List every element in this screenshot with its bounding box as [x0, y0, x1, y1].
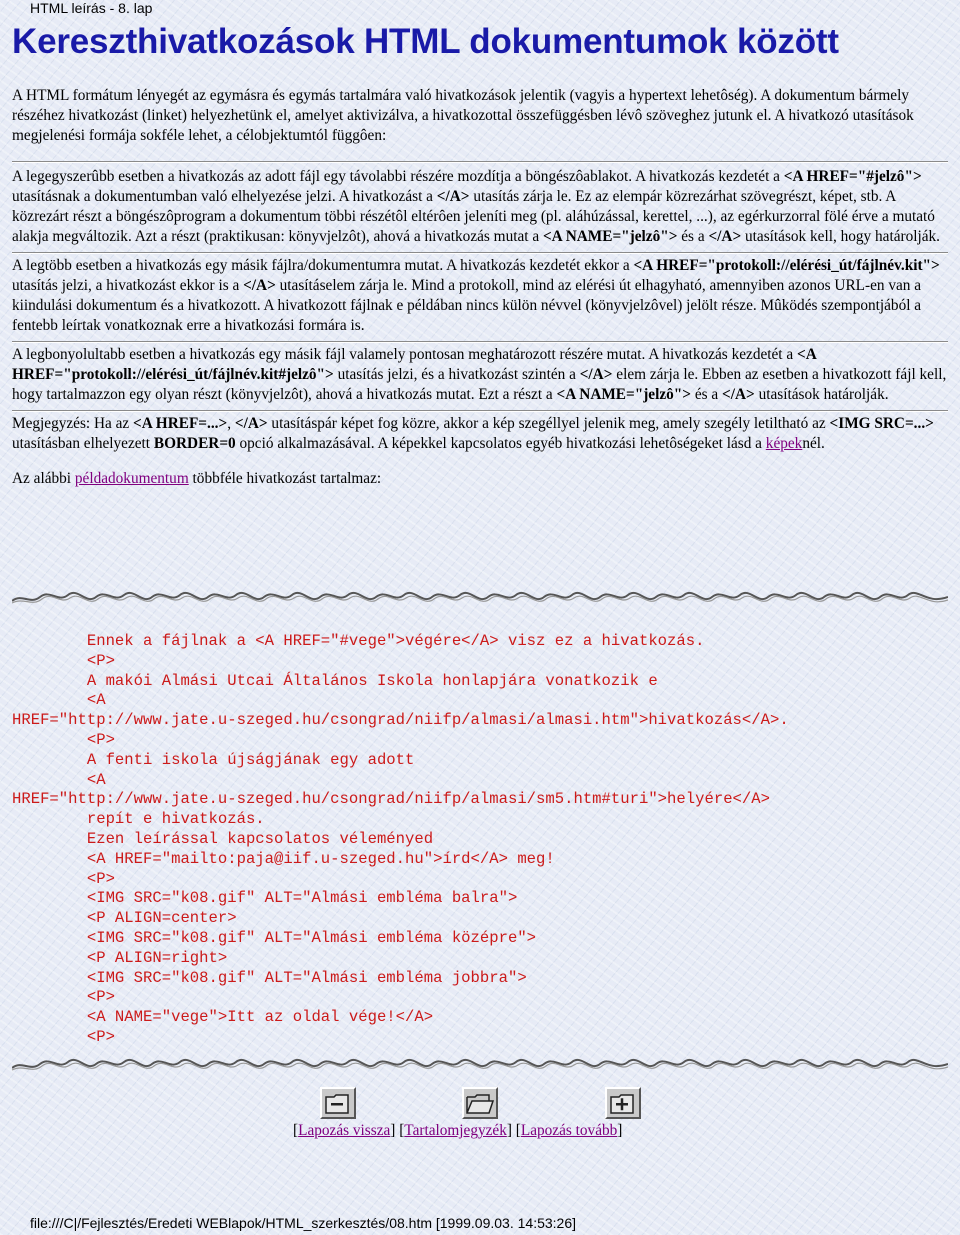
images-link[interactable]: képek [765, 435, 803, 452]
nav-back-link[interactable]: Lapozás vissza [298, 1122, 391, 1139]
nav-next-link[interactable]: Lapozás tovább [520, 1122, 618, 1139]
section-other-file: A legtöbb esetben a hivatkozás egy másik fájlra/dokumentumra mutat. A hivatkozás kezdetét ekkor a <A HREF="protokoll://elérési_út/fájlnév.kit"> utasítás jelzi, a hivatkozást ekkor is a </A> utasításelem zárja le. Mind a protokoll, mind az elérési út elhagyható, amennyiben azonos URL-en van a kiindulási dokumentum és a hivatkozott. A hivatkozott fájlnak e példában nincs külön névvel (könyvjelzôvel) jelölt része. Mûködés szempontjából a fentebb leírtak vonatkoznak erre a hivatkozási formára is. [12, 257, 940, 334]
pdf-page-header: HTML leírás - 8. lap [30, 0, 153, 16]
prev-page-button[interactable] [320, 1087, 356, 1119]
wavy-divider [12, 1056, 948, 1076]
article-body [12, 86, 948, 489]
section-other-file-anchor: A legbonyolultabb esetben a hivatkozás egy másik fájl valamely pontosan meghatározott részére mutat. A hivatkozás kezdetét a <A HREF="protokoll://elérési_út/fájlnév.kit#jelzô"> utasítás jelzi, és a hivatkozást szintén a </A> elem zárja le. Ebben az esetben a hivatkozott fájl kell, hogy tartalmazzon egy olyan részt (könyvjelzôt), ahová a hivatkozás mutat. Ezt a részt a <A NAME="jelzô"> és a </A> utasítások határolják. [12, 346, 947, 403]
file-path-footer: file:///C|/Fejlesztés/Eredeti WEBlapok/HTML_szerkesztés/08.htm [1999.09.03. 14:53:26] [30, 1215, 577, 1231]
nav-toc-link[interactable]: Tartalomjegyzék [404, 1122, 507, 1139]
note-paragraph: Megjegyzés: Ha az <A HREF=...>, </A> utasításpár képet fog közre, akkor a kép szegéllyel jelenik meg, amely szegély letiltható az <IMG SRC=...> utasításban elhelyezett BORDER=0 opció alkalmazásával. A képekkel kapcsolatos egyéb hivatkozási lehetôségeket lásd a képeknél. [12, 415, 934, 452]
example-code-block: Ennek a fájlnak a <A HREF="#vege">végére</A> visz ez a hivatkozás. <P> A makói Almási Utcai Általános Iskola honlapjára vonatkozik e <A HREF="http://www.jate.u-szeged.hu/csongrad/niifp/almasi/almasi.htm">hivatkozás</A>. <P> A fenti iskola újságjának egy adott <A HREF="http://www.jate.u-szeged.hu/csongrad/niifp/almasi/sm5.htm#turi">helyére</A> repít e hivatkozás. Ezen leírással kapcsolatos véleményed <A HREF="mailto:paja@iif.u-szeged.hu">írd</A> meg! <P> <IMG SRC="k08.gif" ALT="Almási embléma balra"> <P ALIGN=center> <IMG SRC="k08.gif" ALT="Almási embléma középre"> <P ALIGN=right> <IMG SRC="k08.gif" ALT="Almási embléma jobbra"> <P> <A NAME="vege">Itt az oldal vége!</A> <P> [12, 632, 789, 1046]
minus-folder-icon [322, 1089, 354, 1117]
next-page-button[interactable] [605, 1087, 641, 1119]
example-document-link[interactable]: példadokumentum [74, 470, 189, 487]
page-navigation: [Lapozás vissza] [Tartalomjegyzék] [Lapozás tovább] [293, 1122, 623, 1139]
example-intro: Az alábbi példadokumentum többféle hivatkozást tartalmaz: [12, 470, 382, 487]
table-of-contents-button[interactable] [462, 1087, 498, 1119]
intro-paragraph: A HTML formátum lényegét az egymásra és egymás tartalmára való hivatkozások jelentik (vagyis a hypertext lehetôség). A dokumentum bármely részéhez hivatkozást (linket) helyezhetünk el, amelyet aktivizálva, a hivatkozottal összefüggésben lévô szöveghez jutunk el. A hivatkozó utasítások megjelenési formája sokféle lehet, a célobjektumtól függôen: [12, 87, 914, 144]
plus-folder-icon [607, 1089, 639, 1117]
open-folder-icon [464, 1089, 496, 1117]
page-title: Kereszthivatkozások HTML dokumentumok között [12, 22, 839, 61]
section-same-file: A legegyszerûbb esetben a hivatkozás az adott fájl egy távolabbi részére mozdítja a böngészôablakot. A hivatkozás kezdetét a <A HREF="#jelzô"> utasításnak a dokumentumban való elhelyezése jelzi. A hivatkozást a </A> utasítás zárja le. Ez az elempár közrezárhat szövegrészt, képet, stb. A közrezárt részt a böngészôprogram a dokumentum többi részétôl eltérôen jeleníti meg (pl. aláhúzással, kerettel, ...), az egérkurzorral fölé érve a mutató alakja megváltozik. Azt a részt (praktikusan: könyvjelzôt), ahová a hivatkozás mutat a <A NAME="jelzô"> és a </A> utasítások kell, hogy határolják. [12, 168, 941, 245]
wavy-divider [12, 589, 948, 609]
